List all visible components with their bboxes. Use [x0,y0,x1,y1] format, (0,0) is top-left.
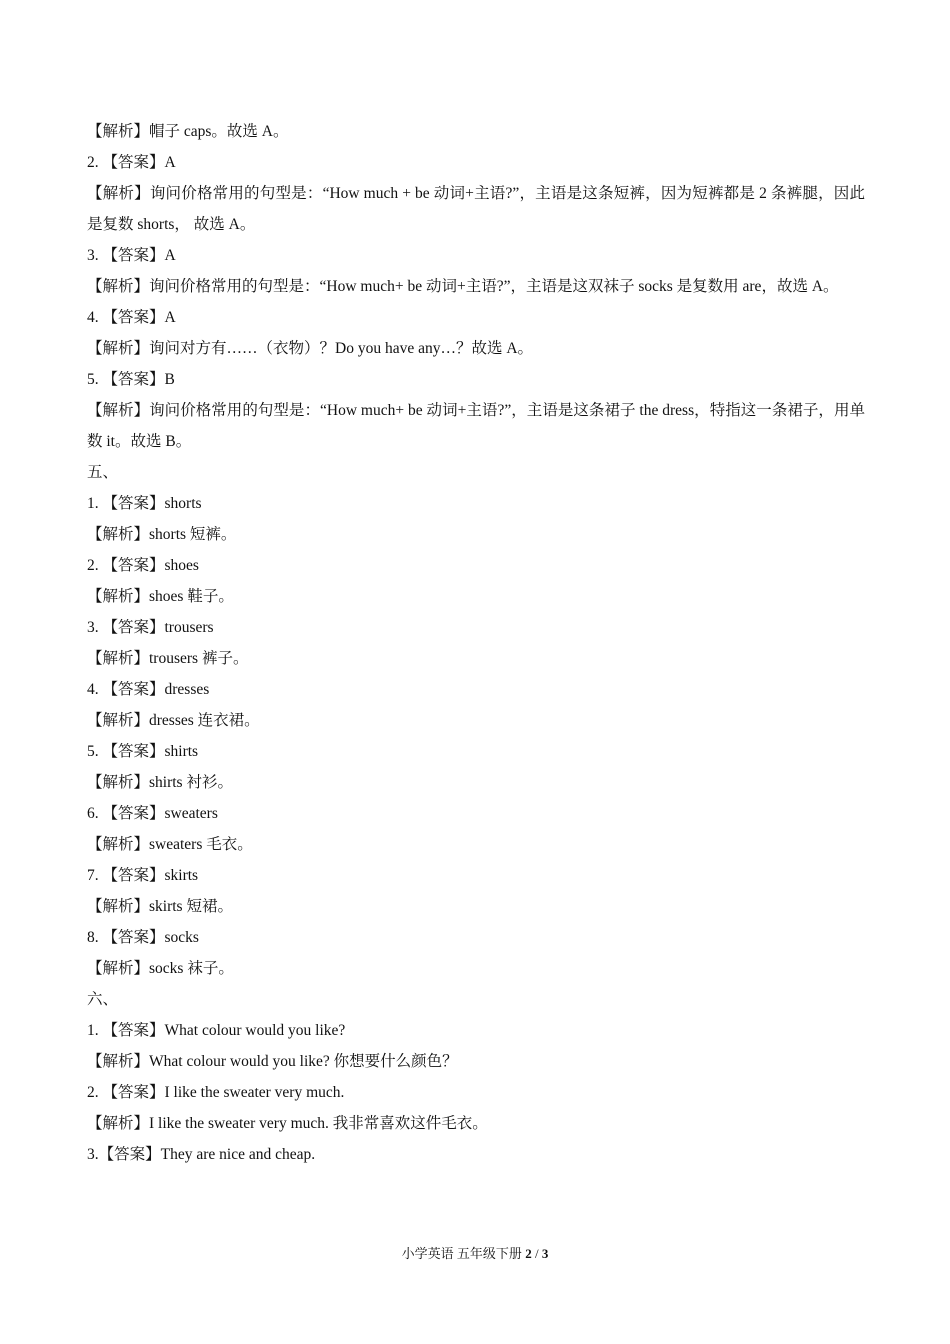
page-number-total: 3 [541,1246,549,1261]
analysis-line: 【解析】询问对方有……（衣物）？Do you have any…？故选 A。 [87,340,534,357]
analysis-line: 【解析】shirts 衬衫。 [87,774,233,791]
analysis-line: 【解析】socks 袜子。 [87,960,234,977]
answer-line: 2. 【答案】I like the sweater very much. [87,1084,345,1101]
analysis-line: 【解析】询问价格常用的句型是：“How much+ be 动词+主语?”，主语是这双袜子 socks 是复数用 are，故选 A。 [87,278,839,295]
answer-content [87,116,865,1170]
analysis-line: 【解析】帽子 caps。故选 A。 [87,123,289,140]
answer-line: 1. 【答案】shorts [87,495,202,512]
answer-line: 7. 【答案】skirts [87,867,199,884]
page-footer [0,1245,950,1263]
analysis-line: 【解析】I like the sweater very much. 我非常喜欢这件毛衣。 [87,1115,488,1132]
section-heading: 五、 [87,464,119,481]
analysis-line: 【解析】询问价格常用的句型是：“How much+ be 动词+主语?”，主语是这条裙子 the dress，特指这一条裙子，用单数 it。故选 B。 [87,402,865,450]
analysis-line: 【解析】What colour would you like? 你想要什么颜色？ [87,1053,458,1070]
analysis-line: 【解析】trousers 裤子。 [87,650,249,667]
section-heading: 六、 [87,991,119,1008]
answer-line: 3. 【答案】A [87,247,176,264]
answer-line: 1. 【答案】What colour would you like? [87,1022,346,1039]
answer-line: 3. 【答案】trousers [87,619,214,636]
footer-label: 小学英语 五年级下册 [401,1246,522,1261]
answer-line: 2. 【答案】shoes [87,557,199,574]
analysis-line: 【解析】shoes 鞋子。 [87,588,234,605]
analysis-line: 【解析】询问价格常用的句型是：“How much + be 动词+主语?”，主语是这条短裤，因为短裤都是 2 条裤腿，因此是复数 shorts， 故选 A。 [87,185,865,233]
analysis-line: 【解析】shorts 短裤。 [87,526,237,543]
answer-line: 8. 【答案】socks [87,929,199,946]
analysis-line: 【解析】sweaters 毛衣。 [87,836,253,853]
analysis-line: 【解析】skirts 短裙。 [87,898,233,915]
answer-line: 4. 【答案】A [87,309,176,326]
page-number-current: 2 [525,1246,532,1261]
answer-line: 6. 【答案】sweaters [87,805,218,822]
analysis-line: 【解析】dresses 连衣裙。 [87,712,260,729]
answer-line: 3.【答案】They are nice and cheap. [87,1146,316,1163]
answer-line: 5. 【答案】shirts [87,743,199,760]
page-separator: / [534,1246,539,1261]
answer-line: 2. 【答案】A [87,154,176,171]
answer-line: 4. 【答案】dresses [87,681,210,698]
answer-line: 5. 【答案】B [87,371,175,388]
